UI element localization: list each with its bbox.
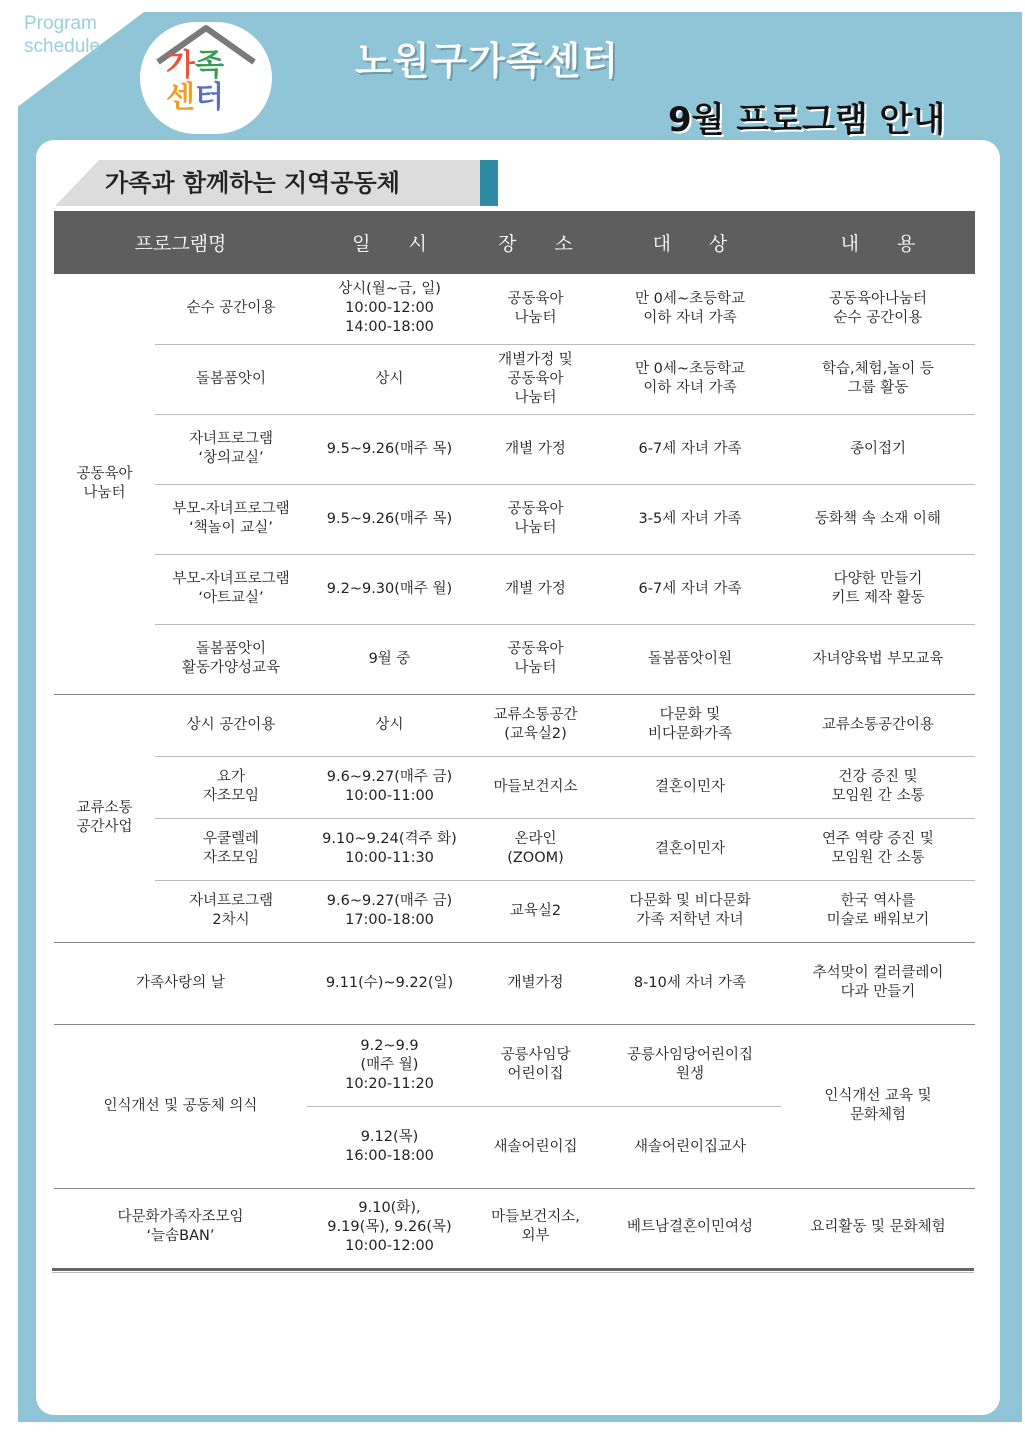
cell-date: 9.11(수)~9.22(일) bbox=[307, 942, 472, 1024]
group-label-family-love-day: 가족사랑의 날 bbox=[54, 942, 307, 1024]
cell-target: 만 0세~초등학교 이하 자녀 가족 bbox=[599, 274, 781, 344]
cell-date: 9.10(화), 9.19(목), 9.26(목) 10:00-12:00 bbox=[327, 1199, 452, 1254]
program-label-line1: Program bbox=[24, 13, 97, 34]
month-title: 9월 프로그램 안내 bbox=[668, 100, 946, 140]
table-row bbox=[54, 880, 975, 942]
family-center-logo bbox=[140, 22, 272, 134]
cell-program: 자녀프로그램 2차시 bbox=[155, 880, 307, 942]
table-row bbox=[54, 1188, 975, 1266]
cell-date: 9.10~9.24(격주 화) 10:00-11:30 bbox=[307, 818, 472, 880]
logo-char-sen: 센 bbox=[166, 80, 195, 115]
site-title: 노원구가족센터 bbox=[355, 39, 619, 83]
logo-char-teo: 터 bbox=[194, 80, 224, 115]
logo-text-bottom bbox=[166, 82, 224, 114]
cell-place: 공동육아 나눔터 bbox=[472, 624, 599, 694]
header-target: 대 상 bbox=[599, 211, 781, 274]
table-bottom-rule bbox=[52, 1268, 974, 1271]
cell-date: 상시 bbox=[307, 344, 472, 414]
cell-target: 돌봄품앗이원 bbox=[599, 624, 781, 694]
cell-date: 9월 중 bbox=[307, 624, 472, 694]
cell-place: 공동육아 나눔터 bbox=[472, 274, 599, 344]
section-title: 가족과 함께하는 지역공동체 bbox=[105, 169, 400, 197]
cell-content: 인식개선 교육 및 문화체험 bbox=[781, 1024, 975, 1188]
cell-date: 9.6~9.27(매주 금) 17:00-18:00 bbox=[307, 880, 472, 942]
cell-place: 새솔어린이집 bbox=[472, 1106, 599, 1188]
section-tab-accent bbox=[480, 160, 498, 206]
table-row bbox=[54, 818, 975, 880]
cell-program: 상시 공간이용 bbox=[155, 694, 307, 756]
cell-content: 연주 역량 증진 및 모임원 간 소통 bbox=[781, 818, 975, 880]
cell-content: 요리활동 및 문화체험 bbox=[810, 1218, 946, 1235]
table-row bbox=[54, 1024, 975, 1106]
header-place: 장 소 bbox=[472, 211, 599, 274]
cell-date: 상시 bbox=[307, 694, 472, 756]
cell-content: 학습,체험,놀이 등 그룹 활동 bbox=[781, 344, 975, 414]
table-row bbox=[54, 344, 975, 414]
cell-date: 9.12(목) 16:00-18:00 bbox=[307, 1106, 472, 1188]
cell-place: 개별가정 및 공동육아 나눔터 bbox=[472, 344, 599, 414]
cell-program: 부모-자녀프로그램 ‘책놀이 교실’ bbox=[155, 484, 307, 554]
cell-content: 추석맞이 컬러클레이 다과 만들기 bbox=[781, 942, 975, 1024]
cell-target: 베트남결혼이민여성 bbox=[626, 1218, 754, 1235]
cell-target: 8-10세 자녀 가족 bbox=[599, 942, 781, 1024]
table-bottom-rule-shadow bbox=[52, 1272, 974, 1273]
cell-date: 9.5~9.26(매주 목) bbox=[307, 414, 472, 484]
cell-program: 순수 공간이용 bbox=[155, 274, 307, 344]
cell-target: 6-7세 자녀 가족 bbox=[599, 414, 781, 484]
cell-program: 부모-자녀프로그램 ‘아트교실’ bbox=[155, 554, 307, 624]
cell-date: 9.5~9.26(매주 목) bbox=[307, 484, 472, 554]
header-content: 내 용 bbox=[781, 211, 975, 274]
cell-target: 새솔어린이집교사 bbox=[599, 1106, 781, 1188]
logo-char-ga: 가 bbox=[166, 48, 195, 83]
table-row bbox=[54, 554, 975, 624]
group-label-exchange: 교류소통 공간사업 bbox=[54, 694, 155, 942]
cell-place: 마들보건지소 bbox=[472, 756, 599, 818]
cell-content: 공동육아나눔터 순수 공간이용 bbox=[781, 274, 975, 344]
cell-program: 우쿨렐레 자조모임 bbox=[155, 818, 307, 880]
cell-program: 돌봄품앗이 활동가양성교육 bbox=[155, 624, 307, 694]
cell-place: 온라인 (ZOOM) bbox=[472, 818, 599, 880]
cell-target: 3-5세 자녀 가족 bbox=[599, 484, 781, 554]
table-row bbox=[54, 274, 975, 344]
program-schedule-label bbox=[24, 12, 100, 58]
cell-date: 9.2~9.30(매주 월) bbox=[307, 554, 472, 624]
cell-place: 교육실2 bbox=[472, 880, 599, 942]
table-row bbox=[54, 694, 975, 756]
program-label-line2: schedule bbox=[24, 36, 101, 57]
cell-place: 공릉사임당 어린이집 bbox=[472, 1024, 599, 1106]
cell-content: 자녀양육법 부모교육 bbox=[781, 624, 975, 694]
cell-content: 종이접기 bbox=[781, 414, 975, 484]
cell-date: 상시(월~금, 일) 10:00-12:00 14:00-18:00 bbox=[307, 274, 472, 344]
table-row bbox=[54, 414, 975, 484]
logo-text-top bbox=[166, 50, 224, 82]
table-row bbox=[54, 942, 975, 1024]
header-date: 일 시 bbox=[307, 211, 472, 274]
cell-place: 교류소통공간 (교육실2) bbox=[472, 694, 599, 756]
cell-place: 개별가정 bbox=[472, 942, 599, 1024]
group-label-childcare: 공동육아 나눔터 bbox=[54, 274, 155, 694]
cell-place: 개별 가정 bbox=[472, 554, 599, 624]
cell-content: 다양한 만들기 키트 제작 활동 bbox=[781, 554, 975, 624]
header-program-name: 프로그램명 bbox=[54, 211, 307, 274]
cell-content: 교류소통공간이용 bbox=[781, 694, 975, 756]
table-header-row bbox=[54, 211, 975, 274]
cell-program: 돌봄품앗이 bbox=[155, 344, 307, 414]
cell-program: 자녀프로그램 ‘창의교실’ bbox=[155, 414, 307, 484]
group-label-multicultural: 다문화가족자조모임 ‘늘솜BAN’ bbox=[117, 1209, 244, 1245]
cell-target: 결혼이민자 bbox=[599, 818, 781, 880]
logo-char-jok: 족 bbox=[194, 48, 224, 83]
cell-target: 다문화 및 비다문화 가족 저학년 자녀 bbox=[599, 880, 781, 942]
cell-content: 한국 역사를 미술로 배워보기 bbox=[781, 880, 975, 942]
cell-date: 9.6~9.27(매주 금) 10:00-11:00 bbox=[307, 756, 472, 818]
cell-date: 9.2~9.9 (매주 월) 10:20-11:20 bbox=[307, 1024, 472, 1106]
table-row bbox=[54, 756, 975, 818]
cell-target: 공릉사임당어린이집 원생 bbox=[599, 1024, 781, 1106]
program-table bbox=[54, 211, 975, 1266]
cell-target: 6-7세 자녀 가족 bbox=[599, 554, 781, 624]
cell-program: 요가 자조모임 bbox=[155, 756, 307, 818]
cell-target: 만 0세~초등학교 이하 자녀 가족 bbox=[599, 344, 781, 414]
cell-target: 결혼이민자 bbox=[599, 756, 781, 818]
cell-place: 공동육아 나눔터 bbox=[472, 484, 599, 554]
table-row bbox=[54, 484, 975, 554]
group-label-awareness: 인식개선 및 공동체 의식 bbox=[54, 1024, 307, 1188]
cell-target: 다문화 및 비다문화가족 bbox=[599, 694, 781, 756]
cell-content: 건강 증진 및 모임원 간 소통 bbox=[781, 756, 975, 818]
table-row bbox=[54, 624, 975, 694]
cell-content: 동화책 속 소재 이해 bbox=[781, 484, 975, 554]
cell-place: 마들보건지소, 외부 bbox=[491, 1209, 580, 1245]
cell-place: 개별 가정 bbox=[472, 414, 599, 484]
